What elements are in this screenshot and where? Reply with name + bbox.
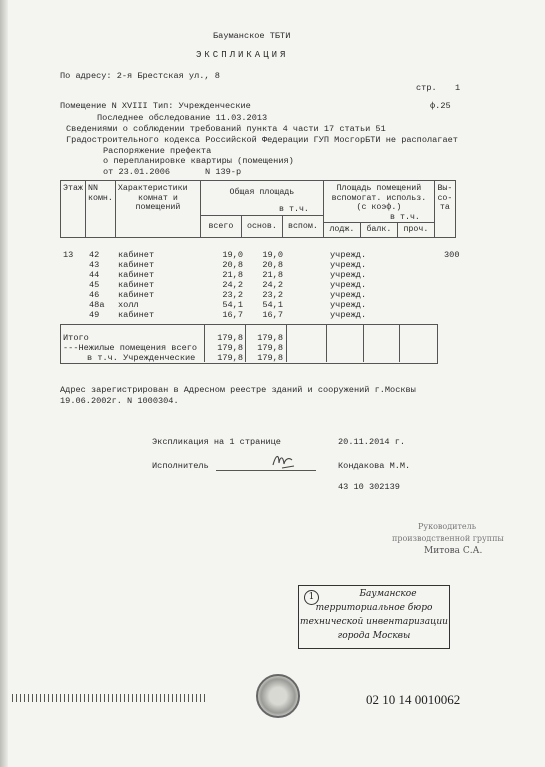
- perforation-strip: [12, 694, 207, 702]
- totals-divider: [399, 324, 400, 362]
- order-line-2: о перепланировке квартиры (помещения): [103, 156, 294, 166]
- info-line-1: Сведениями о соблюдении требований пункта 4 части 17 статьи 51: [66, 124, 386, 134]
- signature-icon: [270, 451, 298, 471]
- executor-name: Кондакова М.М.: [338, 461, 411, 471]
- form-code: ф.25: [430, 101, 451, 111]
- address-line: По адресу: 2-я Брестская ул., 8: [60, 71, 220, 81]
- col-aux-area: Площадь помещений вспомогат. использ. (с коэф.) в т.ч. лодж. балк. проч.: [323, 181, 434, 238]
- col-total-area: Общая площадь в т.ч. всего основ. вспом.: [200, 181, 323, 238]
- document-title: ЭКСПЛИКАЦИЯ: [196, 50, 289, 60]
- page-label: стр.: [416, 83, 437, 93]
- bti-stamp: 1 Бауманское территориальное бюро технической инвентаризации города Москвы: [298, 585, 450, 649]
- page-number: 1: [455, 83, 461, 93]
- order-line-1: Распоряжение префекта: [103, 146, 212, 156]
- col-height: Вы- со- та: [434, 181, 455, 238]
- order-number: N 139-р: [205, 167, 242, 177]
- totals-divider: [286, 324, 287, 362]
- info-line-2: Градостроительного кодекса Российской Федерации ГУП МосгорБТИ не располагает: [66, 135, 458, 145]
- scan-edge: [0, 0, 8, 767]
- stamp-number: 1: [304, 590, 319, 605]
- signature-line: [216, 470, 316, 471]
- document-page: Бауманское ТБТИ ЭКСПЛИКАЦИЯ По адресу: 2-я Брестская ул., 8 стр. 1 Помещение N XVIII Тип: Учрежденческие ф.25 Последнее обследование 11.03.2013 Сведениями о соблюдении требований пункта 4 части 17 статьи 51 Градостроительного кодекса Российской Федерации ГУП МосгорБТИ не располагает Распоряжение префекта о перепланировке квартиры (помещения) от 23.01.2006 N 139-р Этаж NN комн. Характеристики комнат и помещений Общая площадь в т.ч. всего основ. вспом. Площадь помещений вспомогат. использ. (с коэф.) в т.ч. лодж. балк. проч. Вы- со- та 13 42 кабинет 19,0 19,0 учрежд. 300 43 кабинет 20,8 20,8 учрежд. 44 кабинет 21,8 21,8 учрежд. 45 кабинет 24,2 24,2 учрежд. 46 кабинет 23,2 23,2 учрежд. 48а холл 54,1 54,1 учрежд. 49 кабинет 16,7 16,7 учрежд. Итого 179,8 179,8 ---Нежилые помещения всего 179,8 179,8 в т.ч. Учрежденческие 179,8 179,8 Адрес зарегистрирован в Адресном реестре зданий и сооружений г.Москвы 19.06.2002г. N 1000304. Экспликация на 1 странице 20.11.2014 г. Исполнитель Кондакова М.М. 43 10 302139 Руководитель производственной группы Митова С.А. 1 Бауманское территориальное бюро технической инвентаризации города Москвы 02 10 14 0010062: [0, 0, 545, 767]
- totals-divider: [363, 324, 364, 362]
- hologram-seal: [256, 674, 300, 718]
- last-check: Последнее обследование 11.03.2013: [97, 113, 268, 123]
- col-nn: NN комн.: [86, 181, 116, 238]
- document-date: 20.11.2014 г.: [338, 437, 406, 447]
- registry-line-2: 19.06.2002г. N 1000304.: [60, 396, 179, 406]
- head-stamp: Руководитель производственной группы Митова С.А.: [392, 522, 504, 556]
- col-description: Характеристики комнат и помещений: [115, 181, 200, 238]
- registry-line-1: Адрес зарегистрирован в Адресном реестре зданий и сооружений г.Москвы: [60, 385, 416, 395]
- col-floor: Этаж: [61, 181, 86, 238]
- document-number: 02 10 14 0010062: [366, 692, 461, 707]
- executor-label: Исполнитель: [152, 461, 209, 471]
- order-date: от 23.01.2006: [103, 167, 171, 177]
- executor-code: 43 10 302139: [338, 482, 400, 492]
- premise-line: Помещение N XVIII Тип: Учрежденческие: [60, 101, 251, 111]
- pages-note: Экспликация на 1 странице: [152, 437, 281, 447]
- totals-divider: [326, 324, 327, 362]
- explication-table-header: [60, 180, 456, 238]
- org-name: Бауманское ТБТИ: [213, 31, 291, 41]
